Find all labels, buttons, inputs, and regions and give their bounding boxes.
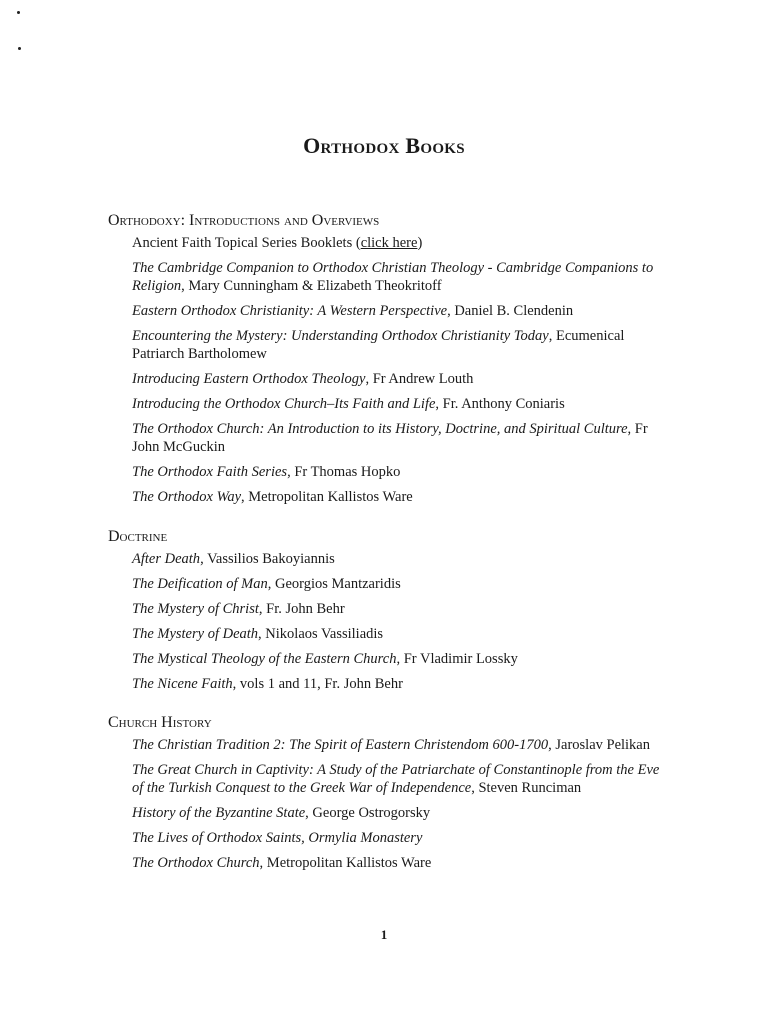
book-author: Daniel B. Clendenin bbox=[454, 303, 574, 319]
book-author: Fr Thomas Hopko bbox=[294, 464, 401, 480]
book-entry: The Christian Tradition 2: The Spirit of Eastern Christendom 600-1700, Jaroslav Pelikan bbox=[132, 737, 650, 753]
book-title: Introducing Eastern Orthodox Theology bbox=[132, 371, 366, 387]
book-title: The Mystery of Christ bbox=[132, 601, 259, 617]
book-entry: Eastern Orthodox Christianity: A Western Perspective, Daniel B. Clendenin bbox=[132, 303, 574, 319]
page-number: 1 bbox=[380, 927, 388, 942]
book-list bbox=[108, 234, 668, 506]
book-author: Fr Vladimir Lossky bbox=[403, 651, 518, 667]
book-entry: Introducing the Orthodox Church–Its Faith and Life, Fr. Anthony Coniaris bbox=[132, 396, 565, 412]
book-title: History of the Byzantine State bbox=[132, 805, 306, 821]
book-author: George Ostrogorsky bbox=[312, 805, 431, 821]
section-heading: Church History bbox=[108, 714, 212, 731]
book-entry: The Nicene Faith, vols 1 and 11, Fr. John Behr bbox=[132, 676, 403, 692]
page-title: Orthodox Books bbox=[303, 132, 465, 158]
book-entry: The Cambridge Companion to Orthodox Christian Theology - Cambridge Companions to Religion, Mary Cunningham & Elizabeth Theokritoff bbox=[132, 260, 654, 294]
book-title: The Orthodox Faith Series bbox=[132, 464, 288, 480]
book-entry: History of the Byzantine State, George Ostrogorsky bbox=[132, 805, 431, 821]
book-title: The Mystical Theology of the Eastern Church bbox=[132, 651, 397, 667]
book-title: The Lives of Orthodox Saints, Ormylia Monastery bbox=[132, 830, 423, 846]
book-title: The Orthodox Way bbox=[132, 489, 242, 505]
book-author: Steven Runciman bbox=[478, 780, 582, 796]
book-entry: Encountering the Mystery: Understanding Orthodox Christianity Today, Ecumenical Patriarch Bartholomew bbox=[132, 328, 625, 362]
book-author: vols 1 and 11, Fr. John Behr bbox=[239, 676, 403, 692]
book-entry: Introducing Eastern Orthodox Theology, Fr Andrew Louth bbox=[132, 371, 474, 387]
book-entry: The Great Church in Captivity: A Study of the Patriarchate of Constantinople from the Eve of the Turkish Conquest to the Greek War of Independence, Steven Runciman bbox=[132, 762, 660, 796]
book-author: Fr. John Behr bbox=[266, 601, 345, 617]
bullet-mark bbox=[18, 47, 21, 50]
book-author: Metropolitan Kallistos Ware bbox=[266, 855, 432, 871]
click-here-link[interactable]: click here bbox=[360, 235, 418, 251]
book-entry: After Death, Vassilios Bakoyiannis bbox=[132, 551, 335, 567]
book-title: Encountering the Mystery: Understanding Orthodox Christianity Today bbox=[132, 328, 549, 344]
book-title: The Orthodox Church: An Introduction to its History, Doctrine, and Spiritual Culture bbox=[132, 421, 628, 437]
section-heading: Orthodoxy: Introductions and Overviews bbox=[108, 212, 380, 229]
book-title: Ancient Faith Topical Series Booklets bbox=[132, 235, 353, 251]
book-list bbox=[108, 736, 668, 872]
book-entry: The Orthodox Way, Metropolitan Kallistos Ware bbox=[132, 489, 413, 505]
book-author: Fr. Anthony Coniaris bbox=[442, 396, 565, 412]
book-title: The Deification of Man bbox=[132, 576, 268, 592]
book-list bbox=[108, 550, 668, 693]
book-title: The Christian Tradition 2: The Spirit of Eastern Christendom 600-1700 bbox=[132, 737, 549, 753]
book-title: The Cambridge Companion to Orthodox Christian Theology - Cambridge Companions to Religion bbox=[132, 260, 654, 294]
section-introductions bbox=[108, 210, 668, 513]
book-title: The Mystery of Death bbox=[132, 626, 259, 642]
book-title: The Great Church in Captivity: A Study of the Patriarchate of Constantinople from the Eve of the Turkish Conquest to the Greek War of Independence bbox=[132, 762, 660, 796]
book-author: Fr Andrew Louth bbox=[372, 371, 474, 387]
book-author: Mary Cunningham & Elizabeth Theokritoff bbox=[188, 278, 442, 294]
book-author: Metropolitan Kallistos Ware bbox=[248, 489, 413, 505]
bullet-mark bbox=[17, 11, 20, 14]
book-author: Vassilios Bakoyiannis bbox=[207, 551, 335, 567]
book-author: Ecumenical Patriarch Bartholomew bbox=[132, 328, 625, 362]
section-doctrine bbox=[108, 526, 668, 700]
book-entry: The Orthodox Church: An Introduction to its History, Doctrine, and Spiritual Culture, Fr John McGuckin bbox=[132, 421, 648, 455]
book-author: Jaroslav Pelikan bbox=[555, 737, 650, 753]
section-heading: Doctrine bbox=[108, 528, 168, 545]
book-entry: The Orthodox Church, Metropolitan Kallistos Ware bbox=[132, 855, 432, 871]
book-entry: Ancient Faith Topical Series Booklets (click here) bbox=[132, 235, 423, 251]
book-title: The Nicene Faith bbox=[132, 676, 233, 692]
book-author: Fr John McGuckin bbox=[132, 421, 648, 455]
book-entry: The Mystery of Death, Nikolaos Vassiliadis bbox=[132, 626, 384, 642]
book-entry: The Mystery of Christ, Fr. John Behr bbox=[132, 601, 345, 617]
book-title: Eastern Orthodox Christianity: A Western Perspective bbox=[132, 303, 448, 319]
book-title: The Orthodox Church bbox=[132, 855, 260, 871]
book-entry: The Deification of Man, Georgios Mantzaridis bbox=[132, 576, 401, 592]
book-title: After Death bbox=[132, 551, 201, 567]
section-church-history bbox=[108, 712, 668, 879]
book-entry bbox=[132, 829, 668, 847]
book-entry: The Orthodox Faith Series, Fr Thomas Hopko bbox=[132, 464, 401, 480]
book-entry: The Mystical Theology of the Eastern Church, Fr Vladimir Lossky bbox=[132, 651, 518, 667]
book-author: Nikolaos Vassiliadis bbox=[265, 626, 384, 642]
book-title: Introducing the Orthodox Church–Its Faith and Life bbox=[132, 396, 436, 412]
book-author: Georgios Mantzaridis bbox=[274, 576, 401, 592]
